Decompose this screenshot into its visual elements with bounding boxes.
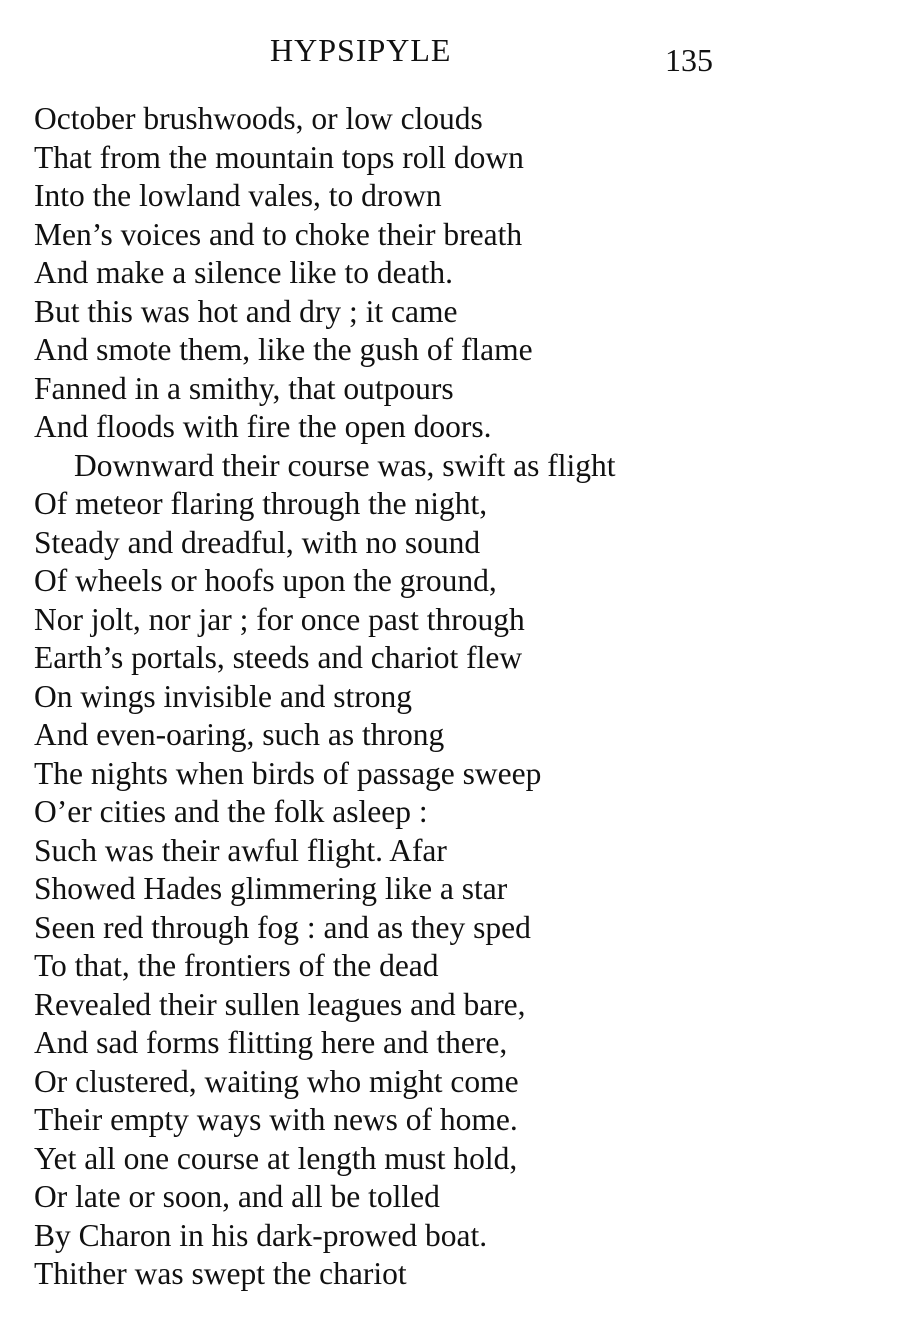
poem-line: Into the lowland vales, to drown [34, 178, 442, 213]
poem-line: Showed Hades glimmering like a star [34, 871, 508, 906]
poem-line: Earth’s portals, steeds and chariot flew [34, 640, 523, 675]
poem-line: And even-oaring, such as throng [34, 717, 445, 752]
poem-line: By Charon in his dark-prowed boat. [34, 1217, 488, 1253]
running-title: HYPSIPYLE [270, 32, 452, 68]
poem-line: And make a silence like to death. [34, 255, 453, 290]
poem-line: Seen red through fog : and as they sped [34, 909, 531, 945]
poem-line: That from the mountain tops roll down [34, 139, 524, 175]
poem-line: Or clustered, waiting who might come [34, 1063, 519, 1099]
poem-line: Of wheels or hoofs upon the ground, [34, 563, 497, 598]
poem-line: Thither was swept the chariot [34, 1256, 407, 1291]
page-number: 135 [665, 42, 713, 78]
poem-line: October brushwoods, or low clouds [34, 101, 483, 136]
poem-line: To that, the frontiers of the dead [34, 948, 439, 983]
poem-line: Steady and dreadful, with no sound [34, 524, 481, 560]
poem-text [34, 100, 754, 1294]
poem-line: And smote them, like the gush of flame [34, 332, 533, 367]
poem-line: Downward their course was, swift as flight [74, 447, 616, 483]
poem-line: And sad forms flitting here and there, [34, 1025, 508, 1060]
poem-line: Such was their awful flight. Afar [34, 832, 447, 868]
poem-line: Or late or soon, and all be tolled [34, 1179, 440, 1214]
poem-line: O’er cities and the folk asleep : [34, 794, 428, 829]
poem-line: Yet all one course at length must hold, [34, 1140, 518, 1176]
poem-line: But this was hot and dry ; it came [34, 293, 458, 329]
poem-line: On wings invisible and strong [34, 678, 412, 714]
poem-line: Men’s voices and to choke their breath [34, 216, 523, 252]
poem-line: And floods with fire the open doors. [34, 409, 492, 444]
poem-line: Of meteor flaring through the night, [34, 486, 488, 521]
poem-line: Revealed their sullen leagues and bare, [34, 986, 526, 1022]
poem-line: The nights when birds of passage sweep [34, 755, 542, 791]
poem-line: Nor jolt, nor jar ; for once past through [34, 601, 525, 637]
poem-line: Their empty ways with news of home. [34, 1102, 518, 1137]
poem-line: Fanned in a smithy, that outpours [34, 370, 454, 406]
